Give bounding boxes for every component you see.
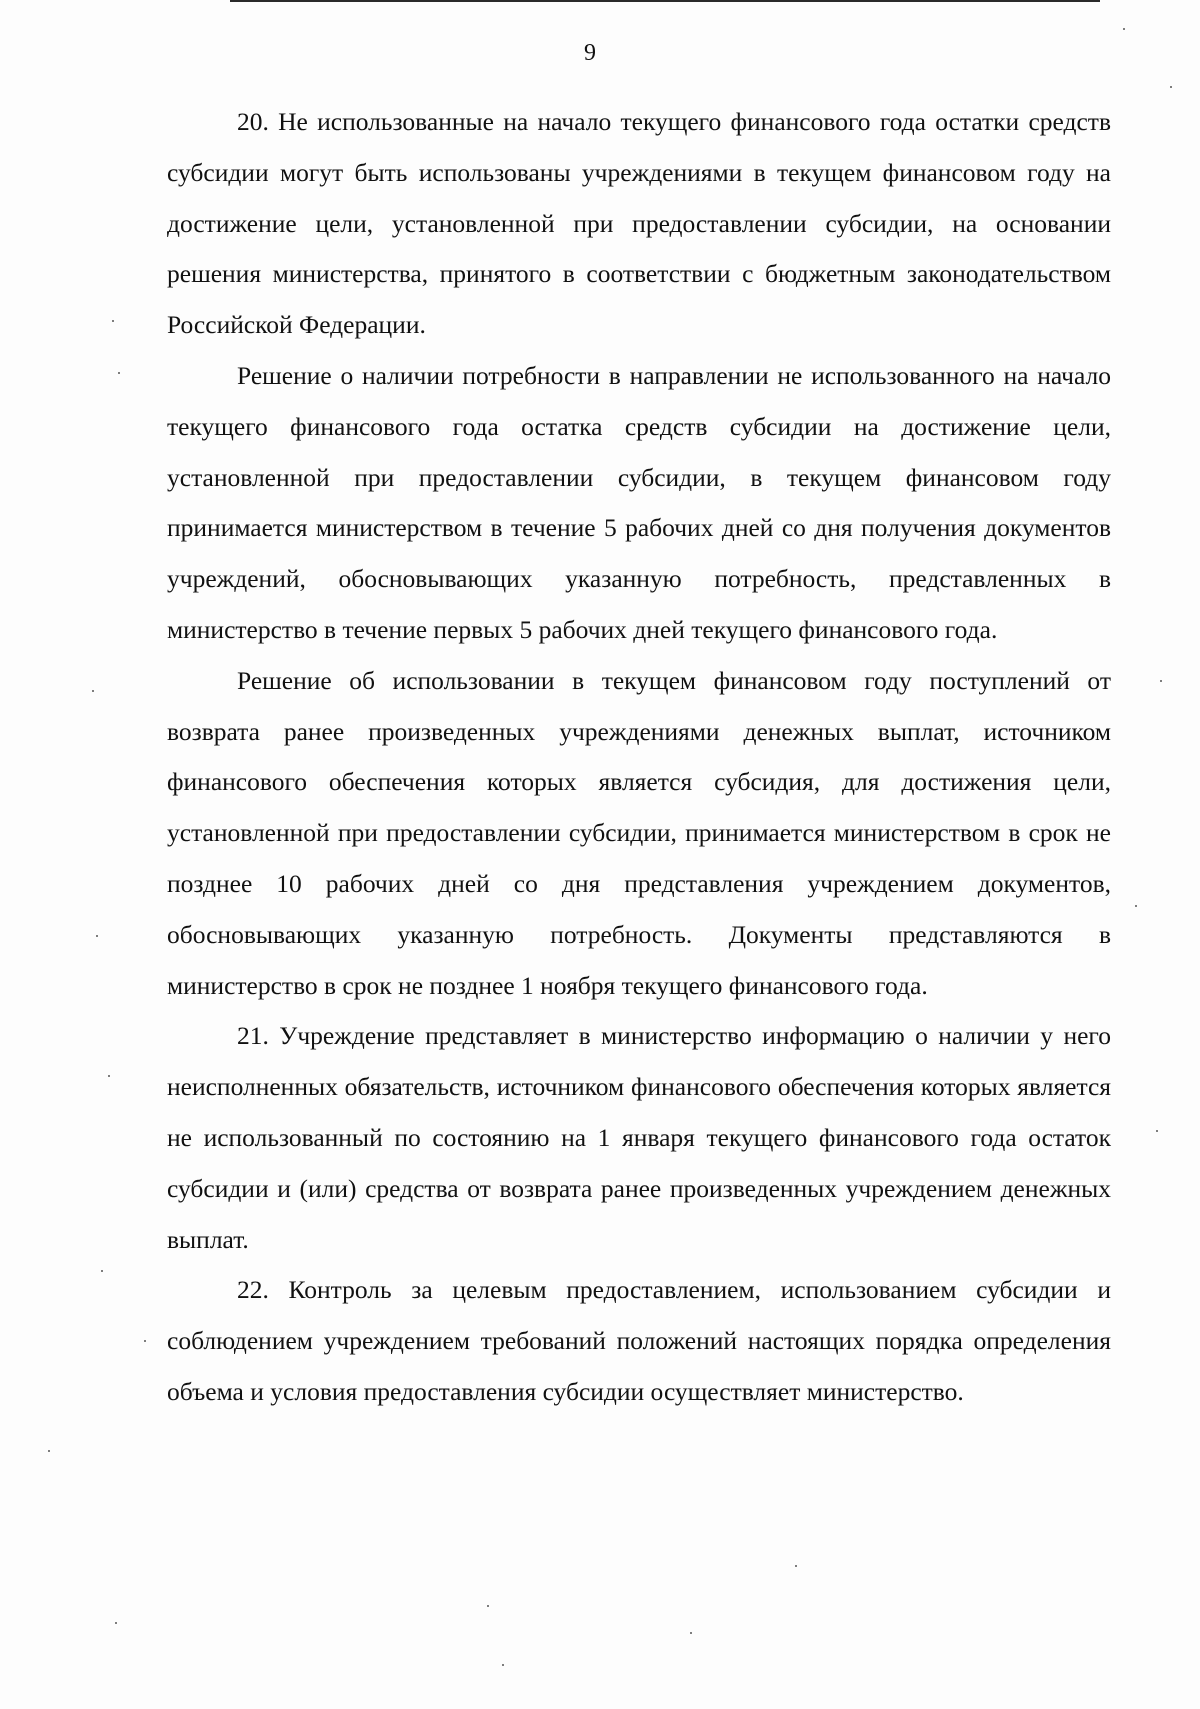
scan-speck [1156,1130,1158,1132]
paragraph-decision-remaining-balance: Решение о наличии потребности в направлении не использованного на начало текущего финансового года остатка средств субсидии на достижение цели, установленной при предоставлении субсидии, в текущем финансовом году принимается министерством в течение 5 рабочих дней со дня получения документов учреждений, обосновывающих указанную потребность, представленных в министерство в течение первых 5 рабочих дней текущего финансового года. [167,360,1111,644]
top-edge-rule [230,0,1100,2]
paragraph-20: 20. Не использованные на начало текущего финансового года остатки средств субсидии могут быть использованы учреждениями в текущем финансовом году на достижение цели, установленной при предоставлении субсидии, на основании решения министерства, принятого в соответствии с бюджетным законодательством Российской Федерации. [167,107,1111,340]
scan-speck [144,1340,146,1342]
scan-speck [92,690,94,692]
scan-speck [1160,680,1162,682]
scan-speck [1135,905,1137,907]
scan-speck [115,1622,117,1624]
paragraph-21: 21. Учреждение представляет в министерство информацию о наличии у него неисполненных обязательств, источником финансового обеспечения которых является не использованный по состоянию на 1 января текущего финансового года остаток субсидии и (или) средства от возврата ранее произведенных учреждением денежных выплат. [167,1021,1111,1254]
scan-speck [690,1632,692,1634]
paragraph-22: 22. Контроль за целевым предоставлением, использованием субсидии и соблюдением учреждением требований положений настоящих порядка определения объема и условия предоставления субсидии осуществляет министерство. [167,1275,1111,1406]
scan-speck [118,372,120,374]
page-number: 9 [584,40,596,66]
paragraph-decision-refund-receipts: Решение об использовании в текущем финансовом году поступлений от возврата ранее произведенных учреждениями денежных выплат, источником финансового обеспечения которых является субсидия, для достижения цели, установленной при предоставлении субсидии, принимается министерством в срок не позднее 10 рабочих дней со дня представления учреждением документов, обосновывающих указанную потребность. Документы представляются в министерство в срок не позднее 1 ноября текущего финансового года. [167,665,1111,1000]
scan-speck [502,1664,504,1666]
scan-speck [795,1565,797,1567]
scan-speck [48,1450,50,1452]
scan-speck [101,1270,103,1272]
scan-speck [108,1075,110,1077]
scan-speck [112,320,114,322]
scan-speck [1170,86,1172,88]
scan-speck [96,935,98,937]
scan-speck [1123,28,1125,30]
document-body [167,97,1111,1418]
scan-speck [487,1605,489,1607]
